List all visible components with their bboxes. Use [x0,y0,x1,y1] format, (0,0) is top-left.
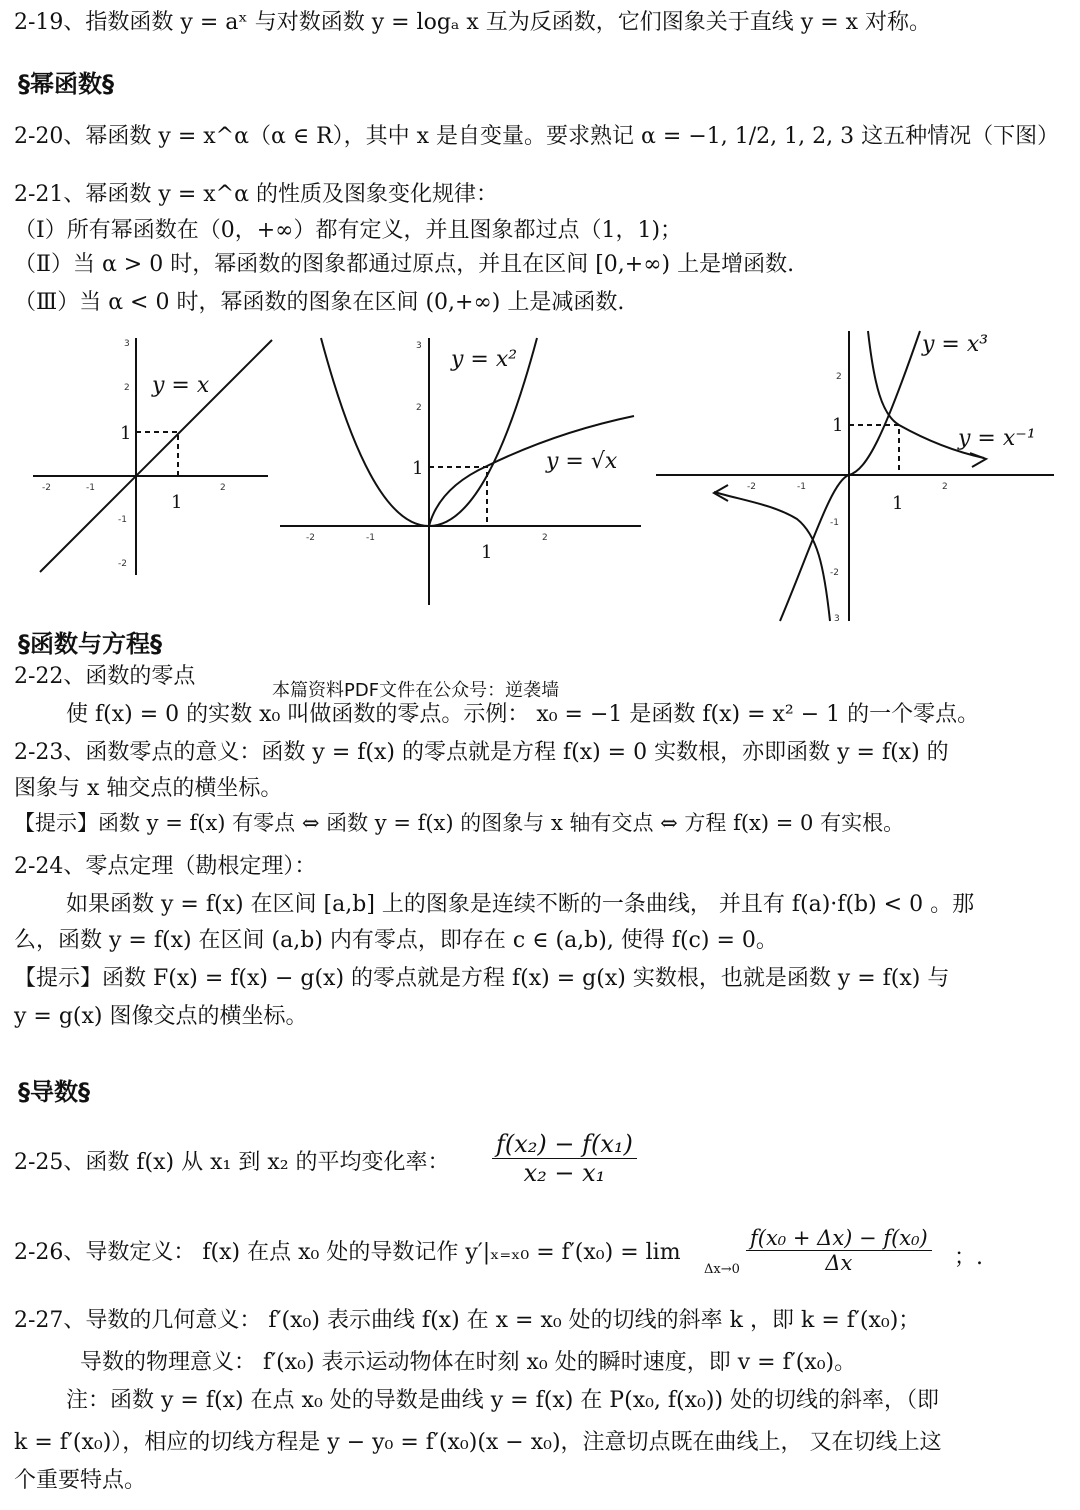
fraction-denominator: Δx [746,1250,932,1275]
item-2-24-body-cont: 么，函数 y = f(x) 在区间 (a,b) 内有零点，即存在 c ∈ (a,b), 使得 f(c) = 0。 [14,928,778,953]
average-rate-fraction [492,1130,637,1187]
item-2-24-hint: 【提示】函数 F(x) = f(x) − g(x) 的零点就是方程 f(x) = g(x) 实数根，也就是函数 y = f(x) 与 [14,966,950,991]
section-derivative: §导数§ [18,1078,90,1106]
tick-x-1: 1 [481,542,493,563]
tick-y-2: 2 [416,403,422,413]
item-2-24: 2-24、零点定理（勘根定理）： [14,854,317,879]
tick-y-neg1: -1 [118,515,127,525]
fraction-numerator: f(x₂) − f(x₁) [496,1130,633,1158]
tick-y-1: 1 [832,415,844,436]
tick-x-neg1: -1 [86,483,95,493]
tick-x-2: 2 [220,483,226,493]
item-2-20: 2-20、幂函数 y = x^α（α ∈ R），其中 x 是自变量。要求熟记 α = −1, 1/2, 1, 2, 3 这五种情况（下图） [14,124,1060,149]
tick-x-neg2: -2 [306,533,315,543]
graph-square-sqrt [276,330,646,610]
item-2-21-iii: （Ⅲ）当 α < 0 时，幂函数的图象在区间 (0,+∞) 上是减函数. [14,290,625,315]
tick-x-2: 2 [542,533,548,543]
item-2-22: 2-22、函数的零点 [14,664,196,689]
tick-y-3: 3 [416,341,422,351]
section-power-function: §幂函数§ [18,70,114,98]
item-2-26-end: ；. [954,1245,983,1270]
item-2-25: 2-25、函数 f(x) 从 x₁ 到 x₂ 的平均变化率： [14,1150,450,1175]
tick-y-neg2: -2 [830,568,839,578]
label-x-inverse: y = x⁻¹ [958,426,1036,451]
tick-y-3: 3 [834,614,840,624]
tick-y-2: 2 [836,372,842,382]
fraction-numerator: f(x₀ + Δx) − f(x₀) [750,1226,928,1250]
item-2-23-hint: 【提示】函数 y = f(x) 有零点 ⇔ 函数 y = f(x) 的图象与 x 轴有交点 ⇔ 方程 f(x) = 0 有实根。 [14,811,905,835]
item-2-24-body: 如果函数 y = f(x) 在区间 [a,b] 上的图象是连续不断的一条曲线， 并且有 f(a)·f(b) < 0 。那 [66,892,975,917]
tick-y-1: 1 [412,458,424,479]
limit-subscript: Δx→0 [704,1262,740,1277]
item-2-21-ii: （Ⅱ）当 α > 0 时，幂函数的图象都通过原点，并且在区间 [0,+∞) 上是增函数. [14,252,795,277]
tick-x-neg1: -1 [366,533,375,543]
item-2-26: 2-26、导数定义： f(x) 在点 x₀ 处的导数记作 y′|ₓ₌ₓ₀ = f′(x₀) = lim [14,1240,681,1265]
item-2-21-i: （Ⅰ）所有幂函数在（0，+∞）都有定义，并且图象都过点（1，1)； [14,218,683,243]
tick-x-neg2: -2 [747,482,756,492]
tick-y-neg1: -1 [830,518,839,528]
tick-x-1: 1 [892,493,904,514]
watermark-text: 本篇资料PDF文件在公众号：逆袭墙 [272,680,560,701]
label-x-squared: y = x² [451,347,518,372]
graph-linear [28,330,278,580]
tick-x-neg2: -2 [42,483,51,493]
item-2-23: 2-23、函数零点的意义：函数 y = f(x) 的零点就是方程 f(x) = 0 实数根，亦即函数 y = f(x) 的 [14,740,949,765]
tick-x-2: 2 [942,482,948,492]
tick-x-neg1: -1 [797,482,806,492]
guide-dashes [849,425,899,475]
item-2-27-note: 注：函数 y = f(x) 在点 x₀ 处的导数是曲线 y = f(x) 在 P(x₀, f(x₀)) 处的切线的斜率，（即 [66,1388,940,1413]
item-2-21: 2-21、幂函数 y = x^α 的性质及图象变化规律： [14,182,498,207]
item-2-27-note-cont: k = f′(x₀)），相应的切线方程是 y − y₀ = f′(x₀)(x − x₀)，注意切点既在曲线上， 又在切线上这 [14,1430,942,1455]
item-2-27-note-end: 个重要特点。 [14,1468,147,1493]
item-2-24-hint-cont: y = g(x) 图像交点的横坐标。 [14,1004,308,1029]
tick-y-neg2: -2 [118,559,127,569]
tick-y-1: 1 [120,423,132,444]
section-function-equation: §函数与方程§ [18,630,162,658]
label-x-cubed: y = x³ [922,332,989,357]
item-2-27-physical: 导数的物理意义： f′(x₀) 表示运动物体在时刻 x₀ 处的瞬时速度，即 v = f′(x₀)。 [80,1350,857,1375]
item-2-22-body: 使 f(x) = 0 的实数 x₀ 叫做函数的零点。示例： x₀ = −1 是函数 f(x) = x² − 1 的一个零点。 [66,702,980,727]
guide-dashes [429,467,487,526]
fraction-denominator: x₂ − x₁ [492,1158,637,1187]
tick-y-2: 2 [124,383,130,393]
item-2-23-cont: 图象与 x 轴交点的横坐标。 [14,776,283,801]
label-y-equals-x: y = x [152,373,210,398]
tick-x-1: 1 [171,492,183,513]
graph-cube-inverse [652,325,1060,625]
curve-inverse-left [714,492,830,621]
tick-y-3: 3 [124,339,130,349]
item-2-27: 2-27、导数的几何意义： f′(x₀) 表示曲线 f(x) 在 x = x₀ 处的切线的斜率 k ，即 k = f′(x₀)； [14,1308,921,1333]
derivative-fraction [746,1226,932,1275]
item-2-19: 2-19、指数函数 y = aˣ 与对数函数 y = logₐ x 互为反函数，它们图象关于直线 y = x 对称。 [14,10,932,35]
label-sqrt-x: y = √x [546,449,618,474]
